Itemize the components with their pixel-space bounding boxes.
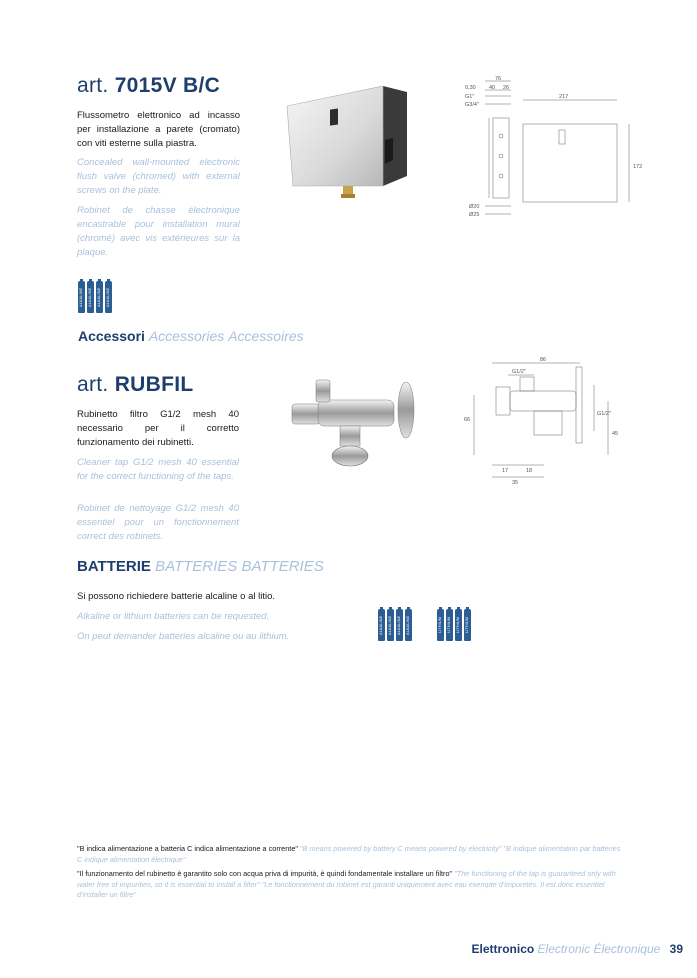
art2-title xyxy=(77,373,193,397)
accessories-heading: Accessori Accessories Accessoires xyxy=(78,328,304,344)
svg-text:35: 35 xyxy=(512,480,519,486)
batteries-text-fr: On peut demander batteries alcaline ou au lithium. xyxy=(77,631,290,642)
batteries-heading: BATTERIE BATTERIES BATTERIES xyxy=(77,558,324,575)
art1-prefix: art. xyxy=(77,74,109,97)
art2-desc-fr: Robinet de nettoyage G1/2 mesh 40 essentiel pour un fonctionnement correct des robinets. xyxy=(77,503,239,542)
filter-tap-photo xyxy=(288,370,423,470)
art2-prefix: art. xyxy=(77,373,109,396)
art1-alkaline-battery-icon: ALKALINE ALKALINE ALKALINE ALKALINE xyxy=(78,281,112,313)
art1-desc-it: Flussometro elettronico ad incasso per installazione a parete (cromato) con viti esterne sulla piastra. xyxy=(77,110,240,149)
svg-text:Ø20: Ø20 xyxy=(469,204,480,210)
art1-desc-fr: Robinet de chasse électronique encastrable pour installation mural (chromé) avec vis extérieures sur la plaque. xyxy=(77,205,240,258)
page-footer: Elettronico Electronic Électronique 39 xyxy=(471,942,683,956)
svg-text:Ø25: Ø25 xyxy=(469,212,480,218)
flush-valve-photo xyxy=(285,78,410,202)
svg-text:26: 26 xyxy=(503,85,510,91)
art1-title xyxy=(77,74,220,98)
svg-text:G1": G1" xyxy=(465,94,475,100)
svg-text:45: 45 xyxy=(612,431,619,437)
svg-text:G1/2": G1/2" xyxy=(597,411,611,417)
art1-code: 7015V B/C xyxy=(114,74,221,97)
art2-desc-it: Rubinetto filtro G1/2 mesh 40 necessario per il corretto funzionamento dei rubinetti. xyxy=(77,409,239,448)
svg-text:66: 66 xyxy=(464,417,471,423)
lithium-battery-icon: LITHIUM LITHIUM LITHIUM LITHIUM xyxy=(437,609,471,641)
svg-text:18: 18 xyxy=(526,468,533,474)
svg-text:86: 86 xyxy=(540,357,547,363)
svg-text:40: 40 xyxy=(489,85,496,91)
footnote-power: "B indica alimentazione a batteria C indica alimentazione a corrente" "B means powered by battery C means powered by electricity" "B indique alimentation par batteries C indique alimentation électrique" xyxy=(77,844,621,864)
svg-text:76: 76 xyxy=(495,76,502,82)
filter-tap-drawing xyxy=(460,355,620,490)
svg-text:217: 217 xyxy=(559,94,569,100)
svg-text:G3/4": G3/4" xyxy=(465,102,479,108)
svg-text:G1/2": G1/2" xyxy=(512,369,526,375)
svg-text:17: 17 xyxy=(502,468,509,474)
art2-code: RUBFIL xyxy=(114,373,194,396)
flush-valve-drawing xyxy=(455,76,655,221)
batteries-text-it: Si possono richiedere batterie alcaline o al litio. xyxy=(77,591,276,602)
page-number: 39 xyxy=(669,942,683,956)
alkaline-battery-icon: ALKALINE ALKALINE ALKALINE ALKALINE xyxy=(378,609,412,641)
svg-text:0,30: 0,30 xyxy=(465,85,476,91)
svg-text:172: 172 xyxy=(633,164,643,170)
footnote-filter: "Il funzionamento del rubinetto è garantito solo con acqua priva di impurità, è quindi fondamentale installare un filtro" "The functioning of the tap is guaranteed only with water free of impurities, so it is essential to install a filter" "Le fonctionnement du robinet est garanti uniquement avec eau exempte d'impuretés. Il est donc essentiel d'installer un filtre" xyxy=(77,869,616,899)
art2-desc-en: Cleaner tap G1/2 mesh 40 essential for the correct functioning of the taps. xyxy=(77,457,239,482)
batteries-text-en: Alkaline or lithium batteries can be requested. xyxy=(77,611,270,622)
art1-desc-en: Concealed wall-mounted electronic flush valve (chromed) with external screws on the plate. xyxy=(77,157,240,196)
